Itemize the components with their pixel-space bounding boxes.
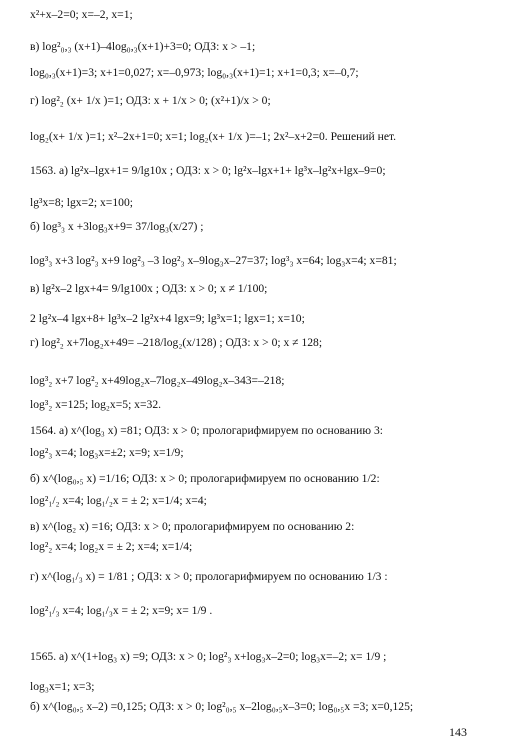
text-line: 2 lg²x–4 lgx+8+ lg³x–2 lg²x+4 lgx=9; lg³x=1; lgx=1; x=10; — [30, 312, 305, 325]
text-line: г) log²₂ x+7log₂x+49= –218/log₂(x/128) ; ОДЗ: x > 0; x ≠ 128; — [30, 336, 323, 349]
text-line: б) log³₃ x +3log₃x+9= 37/log₃(x/27) ; — [30, 220, 204, 233]
text-line: lg³x=8; lgx=2; x=100; — [30, 196, 133, 209]
text-line: log₀,₃(x+1)=3; x+1=0,027; x=–0,973; log₀,₃(x+1)=1; x+1=0,3; x=–0,7; — [30, 66, 359, 79]
text-line: г) x^(log₁/₃ x) = 1/81 ; ОДЗ: x > 0; прологарифмируем по основанию 1/3 : — [30, 570, 388, 583]
text-line: log₂(x+ 1/x )=1; x²–2x+1=0; x=1; log₂(x+ 1/x )=–1; 2x²–x+2=0. Решений нет. — [30, 130, 397, 143]
text-line: log³₃ x+3 log²₃ x+9 log²₃ –3 log²₃ x–9log₃x–27=37; log³₃ x=64; log₃x=4; x=81; — [30, 254, 397, 267]
text-line: б) x^(log₀,₅ x–2) =0,125; ОДЗ: x > 0; log²₀,₅ x–2log₀,₅x–3=0; log₀,₅x =3; x=0,125; — [30, 700, 414, 713]
text-line: log₃x=1; x=3; — [30, 680, 95, 693]
text-line: б) x^(log₀,₅ x) =1/16; ОДЗ: x > 0; прологарифмируем по основанию 1/2: — [30, 472, 380, 485]
text-line: г) log²₂ (x+ 1/x )=1; ОДЗ: x + 1/x > 0; (x²+1)/x > 0; — [30, 94, 271, 107]
text-line: 1563. а) lg²x–lgx+1= 9/lg10x ; ОДЗ: x > 0; lg²x–lgx+1+ lg³x–lg²x+lgx–9=0; — [30, 164, 386, 177]
text-line: в) log²₀,₃ (x+1)–4log₀,₃(x+1)+3=0; ОДЗ: x > –1; — [30, 40, 256, 53]
text-line: x²+x–2=0; x=–2, x=1; — [30, 8, 133, 21]
text-line: log²₃ x=4; log₃x=±2; x=9; x=1/9; — [30, 446, 184, 459]
text-line: 1565. а) x^(1+log₃ x) =9; ОДЗ: x > 0; log²₃ x+log₃x–2=0; log₃x=–2; x= 1/9 ; — [30, 650, 387, 663]
text-line: в) lg²x–2 lgx+4= 9/lg100x ; ОДЗ: x > 0; x ≠ 1/100; — [30, 282, 268, 295]
text-line: log³₂ x=125; log₂x=5; x=32. — [30, 398, 162, 411]
text-line: log²₁/₂ x=4; log₁/₂x = ± 2; x=1/4; x=4; — [30, 494, 207, 507]
text-line: log²₁/₃ x=4; log₁/₃x = ± 2; x=9; x= 1/9 . — [30, 604, 213, 617]
text-line: 1564. а) x^(log₃ x) =81; ОДЗ: x > 0; прологарифмируем по основанию 3: — [30, 424, 383, 437]
text-line: в) x^(log₂ x) =16; ОДЗ: x > 0; прологарифмируем по основанию 2: — [30, 520, 355, 533]
page-number: 143 — [449, 725, 467, 739]
text-line: log³₂ x+7 log²₂ x+49log₂x–7log₂x–49log₂x–343=–218; — [30, 374, 285, 387]
text-line: log²₂ x=4; log₂x = ± 2; x=4; x=1/4; — [30, 540, 193, 553]
